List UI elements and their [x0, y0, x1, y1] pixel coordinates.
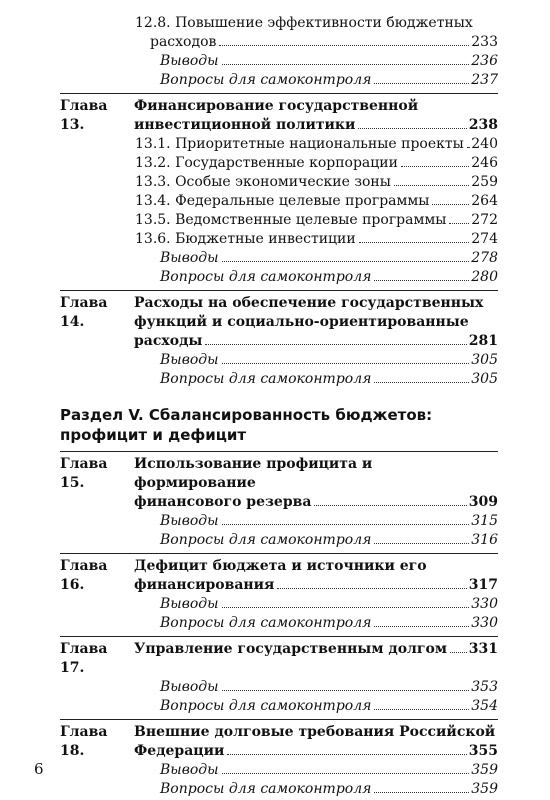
page-ref: 330 [471, 615, 498, 631]
leader-dots [222, 773, 470, 774]
subsection-title: Вопросы для самоконтроля [160, 269, 372, 285]
leader-dots [467, 147, 469, 148]
page-ref: 272 [471, 212, 498, 228]
toc-entry [60, 697, 498, 716]
page-ref: 330 [471, 596, 498, 612]
page-ref: 278 [471, 250, 498, 266]
toc-entry [60, 595, 498, 614]
chapter-title-cont: Федерации [134, 743, 225, 759]
subsection-title: Вопросы для самоконтроля [160, 72, 372, 88]
leader-dots [222, 524, 470, 525]
page-ref: 281 [468, 333, 498, 349]
subsection-title: Вопросы для самоконтроля [160, 781, 372, 797]
toc-entry [60, 14, 498, 52]
section-title: 13.1. Приоритетные национальные проекты [135, 136, 464, 152]
leader-dots [222, 607, 470, 608]
toc-entry [60, 614, 498, 633]
section-title: 13.6. Бюджетные инвестиции [135, 231, 356, 247]
subsection-title: Выводы [160, 762, 219, 778]
chapter-title-cont: функций и социально-ориентированные [134, 314, 469, 330]
toc-entry [60, 173, 498, 192]
divider [60, 719, 498, 720]
leader-dots [374, 626, 469, 627]
page-ref: 355 [468, 743, 498, 759]
toc-entry [60, 154, 498, 173]
subsection-title: Выводы [160, 53, 219, 69]
leader-dots [449, 223, 469, 224]
toc-entry [60, 531, 498, 550]
divider [60, 451, 498, 452]
toc-entry [60, 71, 498, 90]
leader-dots [277, 588, 466, 589]
chapter-title: Использование профицита и формирование [134, 456, 373, 491]
page-ref: 331 [468, 641, 498, 657]
leader-dots [227, 754, 466, 755]
leader-dots [222, 690, 470, 691]
page-ref: 280 [471, 269, 498, 285]
toc-entry [60, 780, 498, 799]
table-of-contents [60, 14, 498, 799]
page-number: 6 [34, 760, 44, 778]
chapter-number: Глава 17. [60, 641, 108, 676]
page-ref: 359 [471, 762, 498, 778]
chapter-number: Глава 16. [60, 558, 108, 593]
page-ref: 246 [471, 155, 498, 171]
leader-dots [374, 83, 469, 84]
chapter-title: Расходы на обеспечение государственных [134, 295, 484, 311]
page-ref: 315 [471, 513, 498, 529]
subsection-title: Вопросы для самоконтроля [160, 371, 372, 387]
section-title-cont: расходов [150, 34, 217, 50]
divider [60, 290, 498, 291]
toc-entry [60, 249, 498, 268]
subsection-title: Выводы [160, 250, 219, 266]
leader-dots [401, 166, 469, 167]
toc-entry [60, 370, 498, 389]
part-title [60, 405, 498, 445]
chapter-title: Управление государственным долгом [134, 641, 447, 657]
chapter-title-cont: финансового резерва [134, 494, 312, 510]
section-title: 13.4. Федеральные целевые программы [135, 193, 430, 209]
subsection-title: Выводы [160, 513, 219, 529]
toc-entry [60, 678, 498, 697]
leader-dots [374, 709, 469, 710]
page-ref: 359 [471, 781, 498, 797]
leader-dots [222, 261, 470, 262]
chapter-16 [60, 557, 498, 595]
chapter-title-cont: финансирования [134, 577, 275, 593]
page-ref: 317 [468, 577, 498, 593]
divider [60, 553, 498, 554]
leader-dots [374, 543, 469, 544]
chapter-17 [60, 640, 498, 678]
toc-entry [60, 230, 498, 249]
leader-dots [374, 382, 469, 383]
leader-dots [222, 64, 470, 65]
section-title: 13.3. Особые экономические зоны [135, 174, 391, 190]
chapter-title: Финансирование государственной [134, 98, 419, 114]
chapter-title: Дефицит бюджета и источники его [134, 558, 427, 574]
chapter-13 [60, 97, 498, 135]
leader-dots [219, 45, 469, 46]
chapter-14 [60, 294, 498, 351]
toc-entry [60, 268, 498, 287]
subsection-title: Выводы [160, 596, 219, 612]
part-title-line: Раздел V. Сбалансированность бюджетов: [60, 406, 433, 424]
chapter-number: Глава 14. [60, 295, 108, 330]
page-ref: 240 [471, 136, 498, 152]
section-title: 13.5. Ведомственные целевые программы [135, 212, 447, 228]
page-ref: 259 [471, 174, 498, 190]
page-ref: 264 [471, 193, 498, 209]
leader-dots [222, 363, 470, 364]
toc-entry [60, 135, 498, 154]
divider [60, 636, 498, 637]
page-ref: 236 [471, 53, 498, 69]
page-ref: 274 [471, 231, 498, 247]
chapter-number: Глава 15. [60, 456, 108, 491]
divider [60, 93, 498, 94]
subsection-title: Выводы [160, 679, 219, 695]
part-title-line: профицит и дефицит [60, 426, 247, 444]
leader-dots [450, 652, 467, 653]
toc-entry [60, 512, 498, 531]
subsection-title: Вопросы для самоконтроля [160, 615, 372, 631]
leader-dots [374, 792, 469, 793]
page-ref: 353 [471, 679, 498, 695]
leader-dots [359, 242, 470, 243]
toc-entry [60, 211, 498, 230]
toc-entry [60, 351, 498, 370]
page-ref: 305 [471, 352, 498, 368]
subsection-title: Выводы [160, 352, 219, 368]
chapter-title-cont: инвестиционной политики [134, 117, 356, 133]
chapter-number: Глава 18. [60, 724, 108, 759]
section-title: 13.2. Государственные корпорации [135, 155, 398, 171]
page-ref: 238 [468, 117, 498, 133]
page-ref: 316 [471, 532, 498, 548]
section-title: 12.8. Повышение эффективности бюджетных [135, 15, 473, 31]
chapter-number: Глава 13. [60, 98, 108, 133]
page-ref: 237 [471, 72, 498, 88]
chapter-title: Внешние долговые требования Российской [134, 724, 496, 740]
page-ref: 354 [471, 698, 498, 714]
chapter-18 [60, 723, 498, 761]
subsection-title: Вопросы для самоконтроля [160, 698, 372, 714]
leader-dots [374, 280, 469, 281]
toc-entry [60, 52, 498, 71]
page-ref: 309 [468, 494, 498, 510]
leader-dots [358, 128, 466, 129]
toc-entry [60, 192, 498, 211]
chapter-title-cont: расходы [134, 333, 203, 349]
leader-dots [314, 505, 466, 506]
leader-dots [205, 344, 466, 345]
toc-entry [60, 761, 498, 780]
subsection-title: Вопросы для самоконтроля [160, 532, 372, 548]
page-ref: 305 [471, 371, 498, 387]
leader-dots [432, 204, 469, 205]
page-ref: 233 [471, 34, 498, 50]
leader-dots [394, 185, 469, 186]
chapter-15 [60, 455, 498, 512]
